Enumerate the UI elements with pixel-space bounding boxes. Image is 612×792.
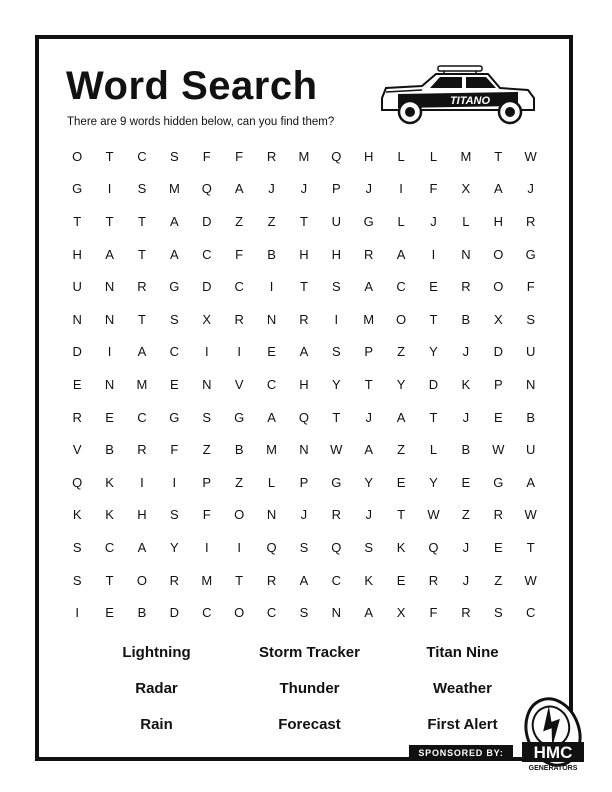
grid-letter: M — [460, 148, 472, 164]
grid-letter: X — [461, 181, 471, 197]
grid-letter: D — [493, 344, 503, 360]
grid-letter: G — [525, 246, 536, 262]
grid-letter: H — [299, 246, 309, 262]
grid-letter: I — [107, 344, 112, 360]
grid-letter: I — [204, 539, 209, 555]
grid-letter: N — [104, 311, 115, 327]
grid-letter: R — [169, 572, 180, 588]
grid-row — [61, 238, 547, 271]
grid-letter: H — [137, 507, 147, 523]
grid-letter: R — [266, 148, 277, 164]
grid-letter: E — [429, 279, 438, 295]
grid-letter: C — [331, 572, 342, 588]
grid-letter: W — [492, 442, 505, 458]
grid-letter: E — [170, 376, 179, 392]
grid-letter: S — [72, 539, 82, 555]
grid-letter: A — [396, 246, 406, 262]
grid-letter: E — [396, 572, 406, 588]
grid-letter: L — [397, 213, 405, 229]
svg-text:GENERATORS: GENERATORS — [528, 765, 578, 772]
grid-letter: G — [363, 213, 374, 229]
grid-letter: N — [266, 311, 277, 327]
grid-row — [61, 433, 547, 466]
hidden-word: Rain — [140, 715, 173, 733]
grid-letter: G — [234, 409, 245, 425]
grid-letter: T — [73, 213, 82, 229]
grid-letter: I — [431, 246, 436, 262]
grid-letter: R — [137, 442, 147, 458]
grid-letter: B — [461, 311, 471, 327]
hidden-word: First Alert — [427, 715, 498, 733]
svg-text:HMC: HMC — [533, 743, 573, 762]
grid-row — [61, 368, 547, 401]
hidden-word: Radar — [135, 679, 178, 697]
grid-letter: A — [170, 246, 179, 262]
word-row — [80, 670, 540, 706]
grid-row — [61, 270, 547, 303]
grid-letter: R — [461, 279, 471, 295]
grid-letter: L — [429, 442, 438, 458]
grid-letter: M — [201, 572, 213, 588]
grid-letter: I — [204, 344, 209, 360]
grid-letter: J — [430, 213, 437, 229]
grid-letter: I — [140, 474, 144, 490]
grid-letter: Q — [298, 409, 309, 425]
grid-letter: W — [330, 442, 343, 458]
grid-letter: R — [493, 507, 503, 523]
grid-letter: V — [234, 376, 244, 392]
grid-row — [61, 596, 547, 629]
grid-letter: C — [169, 344, 180, 360]
page-title: Word Search — [66, 64, 318, 108]
grid-letter: A — [137, 344, 147, 360]
grid-letter: B — [267, 246, 276, 262]
grid-row — [61, 499, 547, 532]
grid-letter: I — [334, 311, 339, 327]
grid-letter: S — [331, 344, 341, 360]
grid-letter: U — [525, 442, 536, 458]
grid-letter: D — [169, 605, 180, 621]
grid-letter: J — [365, 507, 372, 523]
grid-letter: P — [493, 376, 503, 392]
grid-letter: J — [462, 539, 470, 555]
word-list — [80, 634, 540, 742]
grid-row — [61, 531, 547, 564]
grid-letter: H — [493, 213, 503, 229]
grid-letter: H — [299, 376, 309, 392]
grid-letter: M — [168, 181, 180, 197]
grid-letter: P — [364, 344, 374, 360]
grid-letter: E — [105, 605, 114, 621]
grid-letter: X — [202, 311, 212, 327]
grid-letter: R — [364, 246, 374, 262]
grid-letter: G — [493, 474, 504, 490]
grid-letter: W — [524, 507, 537, 523]
hmc-logo — [516, 686, 590, 778]
grid-letter: T — [138, 213, 146, 229]
grid-letter: F — [202, 148, 211, 164]
grid-letter: O — [234, 507, 245, 523]
grid-row — [61, 564, 547, 597]
grid-letter: A — [396, 409, 406, 425]
grid-row — [61, 140, 547, 173]
grid-letter: I — [107, 181, 112, 197]
grid-letter: W — [524, 148, 537, 164]
grid-letter: A — [137, 539, 147, 555]
grid-letter: E — [267, 344, 276, 360]
grid-letter: G — [72, 181, 83, 197]
hidden-word: Titan Nine — [426, 643, 499, 661]
grid-letter: I — [75, 605, 79, 621]
grid-letter: E — [461, 474, 471, 490]
grid-letter: W — [427, 507, 440, 523]
grid-letter: N — [202, 376, 212, 392]
grid-letter: Q — [331, 148, 342, 164]
grid-letter: C — [202, 246, 212, 262]
grid-letter: Q — [266, 539, 277, 555]
grid-letter: B — [105, 442, 114, 458]
grid-letter: R — [331, 507, 342, 523]
grid-letter: I — [269, 279, 274, 295]
grid-letter: S — [137, 181, 147, 197]
grid-letter: B — [526, 409, 535, 425]
grid-letter: E — [396, 474, 406, 490]
grid-letter: Z — [397, 344, 406, 360]
grid-letter: Q — [72, 474, 83, 490]
grid-letter: H — [331, 246, 342, 262]
grid-letter: D — [72, 344, 82, 360]
grid-letter: U — [72, 279, 82, 295]
grid-letter: Y — [331, 376, 341, 392]
grid-row — [61, 173, 547, 206]
grid-row — [61, 466, 547, 499]
grid-letter: E — [493, 539, 503, 555]
grid-letter: T — [526, 539, 535, 555]
grid-letter: I — [237, 344, 241, 360]
grid-letter: U — [331, 213, 342, 229]
grid-letter: J — [527, 181, 534, 197]
grid-letter: S — [526, 311, 535, 327]
grid-letter: O — [72, 148, 83, 164]
grid-letter: K — [364, 572, 374, 588]
grid-letter: R — [299, 311, 309, 327]
grid-letter: E — [72, 376, 82, 392]
grid-letter: A — [105, 246, 114, 262]
grid-letter: Y — [364, 474, 374, 490]
grid-letter: N — [104, 279, 115, 295]
grid-letter: C — [202, 605, 212, 621]
grid-letter: J — [462, 344, 470, 360]
grid-letter: U — [525, 344, 536, 360]
grid-letter: R — [72, 409, 82, 425]
grid-letter: C — [266, 605, 277, 621]
hidden-word: Thunder — [279, 679, 340, 697]
grid-letter: F — [429, 181, 438, 197]
grid-letter: N — [525, 376, 536, 392]
grid-letter: D — [428, 376, 439, 392]
grid-letter: O — [234, 605, 245, 621]
grid-letter: C — [396, 279, 406, 295]
grid-letter: G — [331, 474, 342, 490]
grid-letter: T — [429, 311, 438, 327]
grid-letter: Z — [202, 442, 211, 458]
grid-letter: R — [428, 572, 439, 588]
grid-letter: W — [524, 572, 537, 588]
grid-letter: S — [493, 605, 503, 621]
grid-letter: T — [364, 376, 373, 392]
grid-letter: A — [299, 572, 309, 588]
grid-letter: S — [331, 279, 341, 295]
grid-letter: J — [268, 181, 275, 197]
grid-letter: L — [397, 148, 405, 164]
grid-letter: P — [299, 474, 309, 490]
grid-letter: Z — [235, 474, 244, 490]
grid-letter: Y — [429, 474, 438, 490]
grid-letter: K — [72, 507, 82, 523]
grid-letter: T — [299, 279, 308, 295]
grid-letter: C — [137, 148, 147, 164]
grid-row — [61, 336, 547, 369]
grid-letter: J — [462, 409, 470, 425]
grid-letter: C — [525, 605, 536, 621]
grid-letter: A — [493, 181, 503, 197]
grid-letter: A — [299, 344, 309, 360]
grid-letter: I — [172, 474, 177, 490]
grid-letter: S — [364, 539, 374, 555]
grid-letter: B — [461, 442, 471, 458]
grid-letter: I — [237, 539, 241, 555]
grid-letter: F — [429, 605, 438, 621]
grid-letter: F — [170, 442, 179, 458]
grid-letter: C — [104, 539, 115, 555]
grid-letter: Z — [461, 507, 470, 523]
grid-letter: Z — [267, 213, 276, 229]
grid-letter: T — [494, 148, 503, 164]
grid-letter: O — [493, 246, 504, 262]
grid-letter: J — [365, 409, 372, 425]
grid-letter: O — [493, 279, 504, 295]
grid-letter: S — [170, 311, 179, 327]
grid-letter: A — [234, 181, 244, 197]
grid-letter: D — [202, 213, 212, 229]
grid-letter: C — [234, 279, 244, 295]
grid-letter: H — [72, 246, 82, 262]
grid-letter: A — [364, 442, 374, 458]
grid-letter: F — [526, 279, 535, 295]
grid-letter: P — [202, 474, 212, 490]
hidden-word: Forecast — [278, 715, 341, 733]
word-row — [80, 706, 540, 742]
grid-letter: X — [493, 311, 503, 327]
grid-letter: H — [364, 148, 374, 164]
grid-letter: M — [266, 442, 277, 458]
grid-letter: A — [170, 213, 179, 229]
grid-letter: B — [234, 442, 244, 458]
grid-letter: C — [137, 409, 147, 425]
grid-letter: T — [138, 311, 146, 327]
grid-letter: L — [462, 213, 470, 229]
grid-letter: N — [104, 376, 115, 392]
grid-letter: K — [105, 507, 114, 523]
word-row — [80, 634, 540, 670]
grid-letter: T — [235, 572, 244, 588]
grid-letter: K — [461, 376, 471, 392]
instructions: There are 9 words hidden below, can you find them? — [67, 116, 335, 128]
grid-letter: C — [266, 376, 277, 392]
grid-letter: N — [299, 442, 309, 458]
grid-row — [61, 205, 547, 238]
grid-letter: N — [266, 507, 277, 523]
grid-letter: S — [299, 539, 309, 555]
grid-letter: G — [169, 279, 180, 295]
grid-letter: R — [234, 311, 244, 327]
grid-letter: J — [365, 181, 372, 197]
truck-icon — [378, 62, 540, 126]
grid-letter: Z — [494, 572, 503, 588]
grid-letter: A — [267, 409, 276, 425]
grid-letter: M — [298, 148, 310, 164]
grid-letter: G — [169, 409, 180, 425]
grid-letter: F — [235, 246, 244, 262]
grid-letter: K — [105, 474, 114, 490]
grid-letter: Q — [331, 539, 342, 555]
grid-letter: J — [462, 572, 470, 588]
sponsored-by-label: SPONSORED BY: — [409, 745, 513, 761]
grid-letter: T — [429, 409, 438, 425]
grid-letter: M — [363, 311, 375, 327]
grid-row — [61, 401, 547, 434]
grid-letter: F — [202, 507, 211, 523]
grid-letter: I — [399, 181, 403, 197]
grid-letter: D — [202, 279, 212, 295]
grid-letter: S — [299, 605, 309, 621]
grid-letter: M — [136, 376, 148, 392]
grid-letter: T — [105, 213, 114, 229]
grid-letter: V — [72, 442, 82, 458]
grid-letter: A — [364, 605, 374, 621]
grid-letter: S — [202, 409, 212, 425]
grid-letter: F — [235, 148, 244, 164]
grid-letter: J — [300, 181, 308, 197]
grid-letter: E — [493, 409, 503, 425]
grid-letter: T — [105, 572, 114, 588]
grid-letter: R — [525, 213, 536, 229]
grid-letter: E — [105, 409, 114, 425]
grid-letter: P — [331, 181, 341, 197]
grid-letter: Z — [235, 213, 244, 229]
grid-letter: O — [136, 572, 148, 588]
grid-letter: T — [105, 148, 114, 164]
grid-letter: S — [170, 148, 179, 164]
grid-letter: K — [396, 539, 406, 555]
grid-letter: Q — [428, 539, 439, 555]
grid-letter: R — [461, 605, 471, 621]
hidden-word: Lightning — [122, 643, 191, 661]
grid-letter: R — [137, 279, 147, 295]
grid-letter: L — [429, 148, 438, 164]
grid-letter: T — [138, 246, 146, 262]
letter-grid — [61, 140, 547, 629]
grid-letter: T — [299, 213, 308, 229]
grid-letter: Q — [201, 181, 212, 197]
grid-letter: O — [396, 311, 407, 327]
grid-letter: Y — [170, 539, 179, 555]
grid-letter: A — [364, 279, 374, 295]
grid-letter: L — [267, 474, 276, 490]
svg-text:TITANO: TITANO — [449, 95, 491, 107]
grid-letter: R — [266, 572, 277, 588]
grid-letter: S — [170, 507, 179, 523]
grid-letter: X — [396, 605, 406, 621]
grid-letter: N — [331, 605, 342, 621]
grid-letter: J — [300, 507, 308, 523]
hidden-word: Storm Tracker — [259, 643, 360, 661]
hidden-word: Weather — [433, 679, 492, 697]
grid-letter: T — [397, 507, 406, 523]
grid-letter: A — [526, 474, 535, 490]
grid-letter: T — [332, 409, 341, 425]
grid-letter: Z — [397, 442, 406, 458]
grid-letter: B — [137, 605, 147, 621]
grid-letter: Y — [429, 344, 438, 360]
grid-row — [61, 303, 547, 336]
grid-letter: N — [72, 311, 82, 327]
grid-letter: N — [461, 246, 471, 262]
grid-letter: S — [72, 572, 82, 588]
grid-letter: Y — [396, 376, 406, 392]
